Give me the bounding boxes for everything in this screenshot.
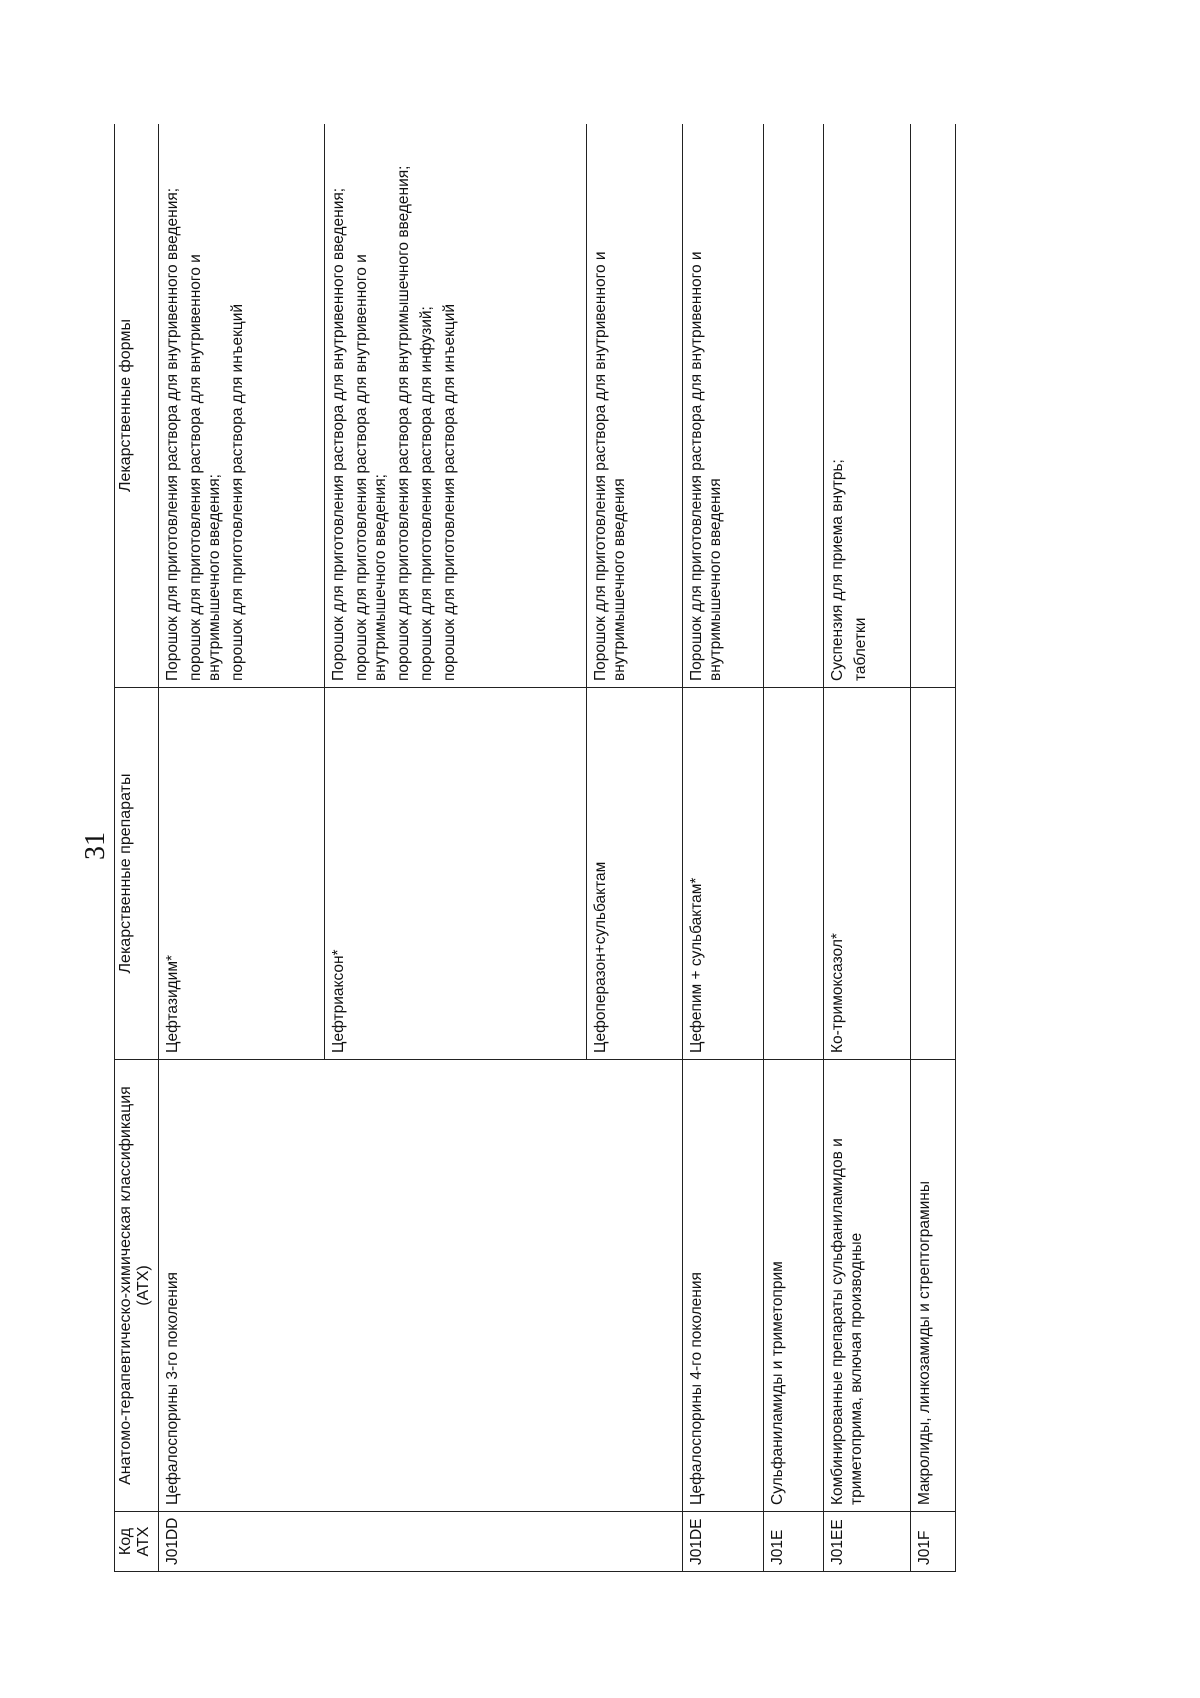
- cell-forms: [587, 124, 683, 688]
- cell-drug: Цефтазидим*: [159, 688, 325, 1060]
- table-row: [911, 124, 956, 1572]
- cell-forms: [159, 124, 325, 688]
- cell-atc: Сульфаниламиды и триметоприм: [764, 1060, 824, 1512]
- form-item: Порошок для приготовления раствора для внутривенного введения;: [164, 187, 181, 681]
- page-number: 31: [80, 832, 111, 860]
- cell-forms: [823, 124, 910, 688]
- header-forms: Лекарственные формы: [115, 124, 159, 688]
- table-row: [159, 124, 325, 1572]
- cell-forms: [764, 124, 824, 688]
- cell-code: J01DE: [683, 1512, 764, 1572]
- cell-forms: [683, 124, 764, 688]
- form-item: Порошок для приготовления раствора для внутривенного и внутримышечного введения: [592, 251, 629, 681]
- cell-drug: [764, 688, 824, 1060]
- table-container: [114, 124, 956, 1572]
- table-row: [683, 124, 764, 1572]
- cell-forms: [911, 124, 956, 688]
- cell-code: J01DD: [159, 1512, 683, 1572]
- form-item: порошок для приготовления раствора для внутривенного и внутримышечного введения;: [187, 254, 223, 681]
- form-item: таблетки: [851, 617, 869, 681]
- cell-code: J01EE: [823, 1512, 910, 1572]
- header-code: Код АТХ: [115, 1512, 159, 1572]
- cell-drug: Цефепим + сульбактам*: [683, 688, 764, 1060]
- form-item: Суспензия для приема внутрь;: [828, 459, 846, 681]
- table-row: [764, 124, 824, 1572]
- header-atc: Анатомо-терапевтическо-химическая классификация (АТХ): [115, 1060, 159, 1512]
- table-header-row: [115, 124, 159, 1572]
- form-item: порошок для приготовления раствора для инъекций: [441, 303, 459, 681]
- cell-atc: Цефалоспорины 3-го поколения: [159, 1060, 683, 1512]
- drug-table: [114, 124, 956, 1572]
- form-item: порошок для приготовления раствора для инфузий;: [418, 306, 436, 681]
- header-drugs: Лекарственные препараты: [115, 688, 159, 1060]
- cell-drug: [911, 688, 956, 1060]
- cell-code: J01E: [764, 1512, 824, 1572]
- table-row: [823, 124, 910, 1572]
- cell-drug: Цефоперазон+сульбактам: [587, 688, 683, 1060]
- form-item: порошок для приготовления раствора для инъекций: [229, 303, 246, 681]
- rotated-table-frame: [114, 124, 956, 1572]
- cell-atc: Макролиды, линкозамиды и стрептограмины: [911, 1060, 956, 1512]
- cell-atc: Цефалоспорины 4-го поколения: [683, 1060, 764, 1512]
- form-item: порошок для приготовления раствора для внутривенного и внутримышечного введения;: [353, 254, 390, 681]
- form-item: порошок для приготовления раствора для внутримышечного введения;: [395, 165, 413, 681]
- cell-drug: Ко-тримоксазол*: [823, 688, 910, 1060]
- cell-code: J01F: [911, 1512, 956, 1572]
- form-item: Порошок для приготовления раствора для внутривенного введения;: [330, 187, 348, 681]
- form-item: Порошок для приготовления раствора для внутривенного и внутримышечного введения: [688, 251, 725, 681]
- cell-drug: Цефтриаксон*: [325, 688, 587, 1060]
- cell-forms: [325, 124, 587, 688]
- cell-atc: Комбинированные препараты сульфаниламидов и триметоприма, включая производные: [823, 1060, 910, 1512]
